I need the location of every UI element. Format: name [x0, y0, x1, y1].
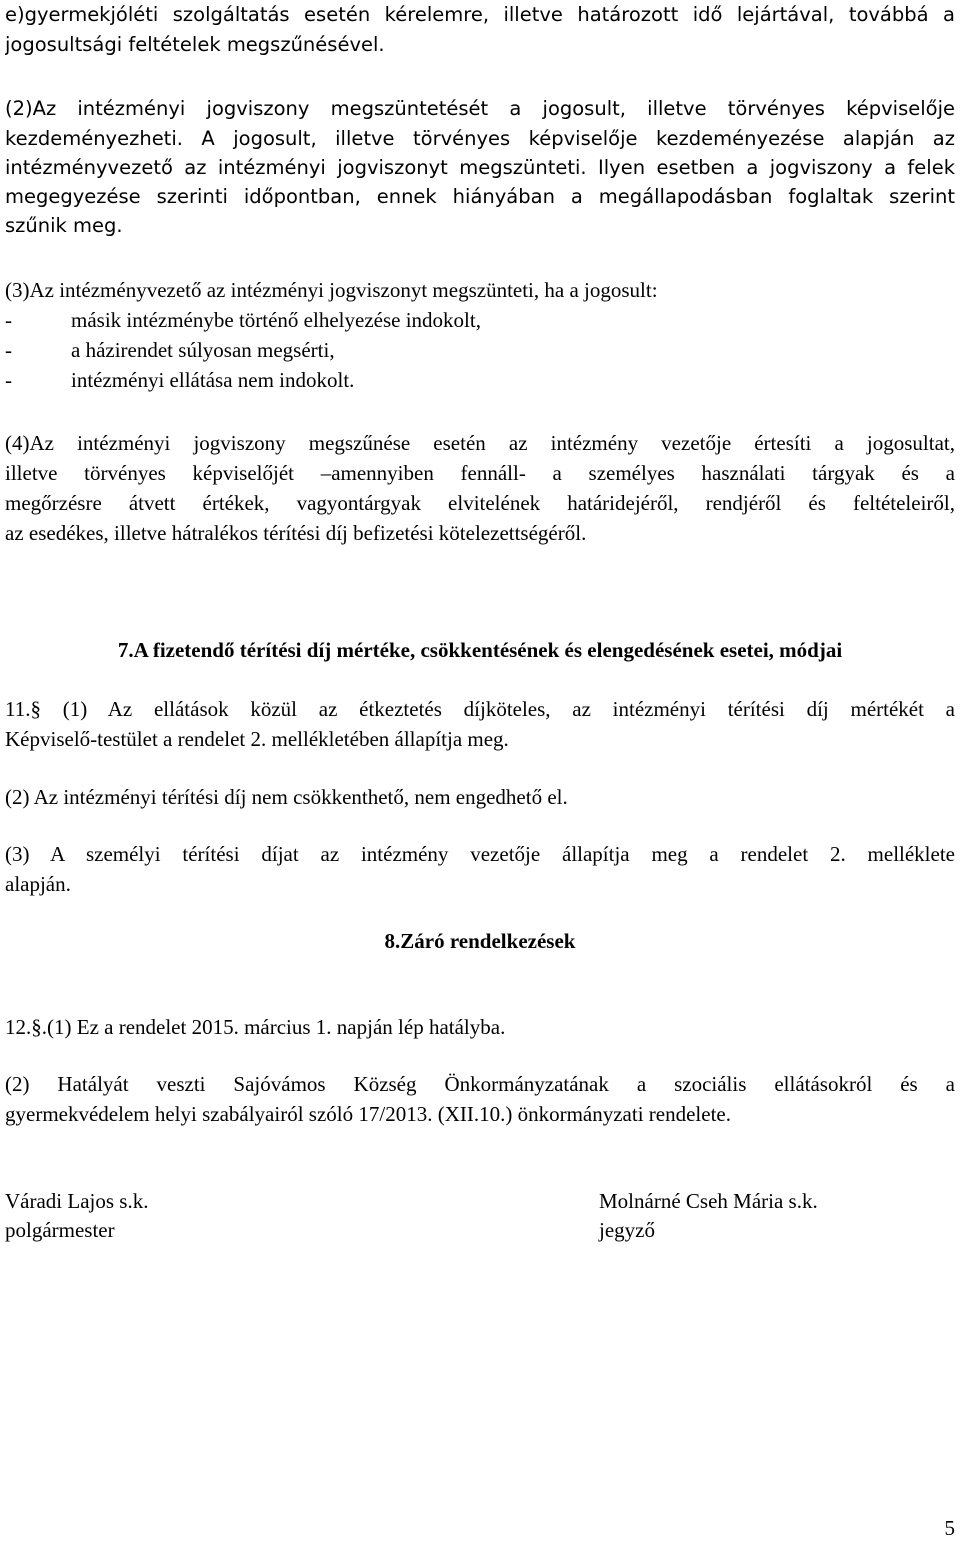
- list-dash: -: [5, 368, 12, 392]
- paragraph-line: (2) Hatályát veszti Sajóvámos Község Önkormányzatának a szociális ellátásokról és a: [5, 1072, 955, 1096]
- list-dash: -: [5, 338, 12, 362]
- list-item: [5, 335, 905, 365]
- signature-left-title: polgármester: [5, 1218, 115, 1242]
- paragraph-line: (2) Az intézményi térítési díj nem csökkenthető, nem engedhető el.: [5, 785, 568, 809]
- paragraph-line: 11.§ (1) Az ellátások közül az étkeztetés díjköteles, az intézményi térítési díj mértékét a: [5, 697, 955, 721]
- paragraph-line: (4)Az intézményi jogviszony megszűnése esetén az intézmény vezetője értesíti a jogosultat,: [5, 431, 955, 455]
- page-number: 5: [944, 1516, 955, 1540]
- paragraph-line: Képviselő-testület a rendelet 2. mellékletében állapítja meg.: [5, 727, 509, 751]
- signature-right-name: Molnárné Cseh Mária s.k.: [599, 1189, 818, 1213]
- paragraph-line: szűnik meg.: [5, 214, 123, 237]
- paragraph-line: gyermekvédelem helyi szabályairól szóló 17/2013. (XII.10.) önkormányzati rendelete.: [5, 1102, 731, 1126]
- list-item: [5, 365, 905, 395]
- paragraph-line: (3) A személyi térítési díjat az intézmény vezetője állapítja meg a rendelet 2. melléklete: [5, 842, 955, 866]
- section-heading: 7.A fizetendő térítési díj mértéke, csökkentésének és elengedésének esetei, módjai: [117, 638, 843, 662]
- paragraph-line: megőrzésre átvett értékek, vagyontárgyak elvitelének határidejéről, rendjéről és feltételeiről,: [5, 491, 955, 515]
- paragraph-line: az esedékes, illetve hátralékos térítési díj befizetési kötelezettségéről.: [5, 521, 587, 545]
- list-item-text: a házirendet súlyosan megsérti,: [71, 338, 335, 362]
- signature-left-name: Váradi Lajos s.k.: [5, 1189, 149, 1213]
- paragraph-line: (3)Az intézményvezető az intézményi jogviszonyt megszünteti, ha a jogosult:: [5, 278, 658, 302]
- list-item-text: intézményi ellátása nem indokolt.: [71, 368, 355, 392]
- list-item-text: másik intézménybe történő elhelyezése indokolt,: [71, 308, 481, 332]
- paragraph-line: megegyezése szerinti időpontban, ennek hiányában a megállapodásban foglaltak szerint: [5, 185, 955, 208]
- paragraph-line: kezdeményezheti. A jogosult, illetve törvényes képviselője kezdeményezése alapján az: [5, 127, 955, 150]
- paragraph-line: intézményvezető az intézményi jogviszonyt megszünteti. Ilyen esetben a jogviszony a felek: [5, 156, 955, 179]
- paragraph-line: (2)Az intézményi jogviszony megszüntetését a jogosult, illetve törvényes képviselője: [5, 97, 955, 120]
- list-item: [5, 305, 905, 335]
- list-dash: -: [5, 308, 12, 332]
- signature-right-title: jegyző: [599, 1218, 655, 1242]
- paragraph-line: e)gyermekjóléti szolgáltatás esetén kérelemre, illetve határozott idő lejártával, továbbá a: [5, 3, 955, 26]
- paragraph-line: jogosultsági feltételek megszűnésével.: [5, 33, 385, 56]
- section-heading: 8.Záró rendelkezések: [384, 929, 576, 953]
- paragraph-line: 12.§.(1) Ez a rendelet 2015. március 1. napján lép hatályba.: [5, 1015, 506, 1039]
- paragraph-line: alapján.: [5, 872, 71, 896]
- paragraph-line: illetve törvényes képviselőjét –amennyiben fennáll- a személyes használati tárgyak és a: [5, 461, 955, 485]
